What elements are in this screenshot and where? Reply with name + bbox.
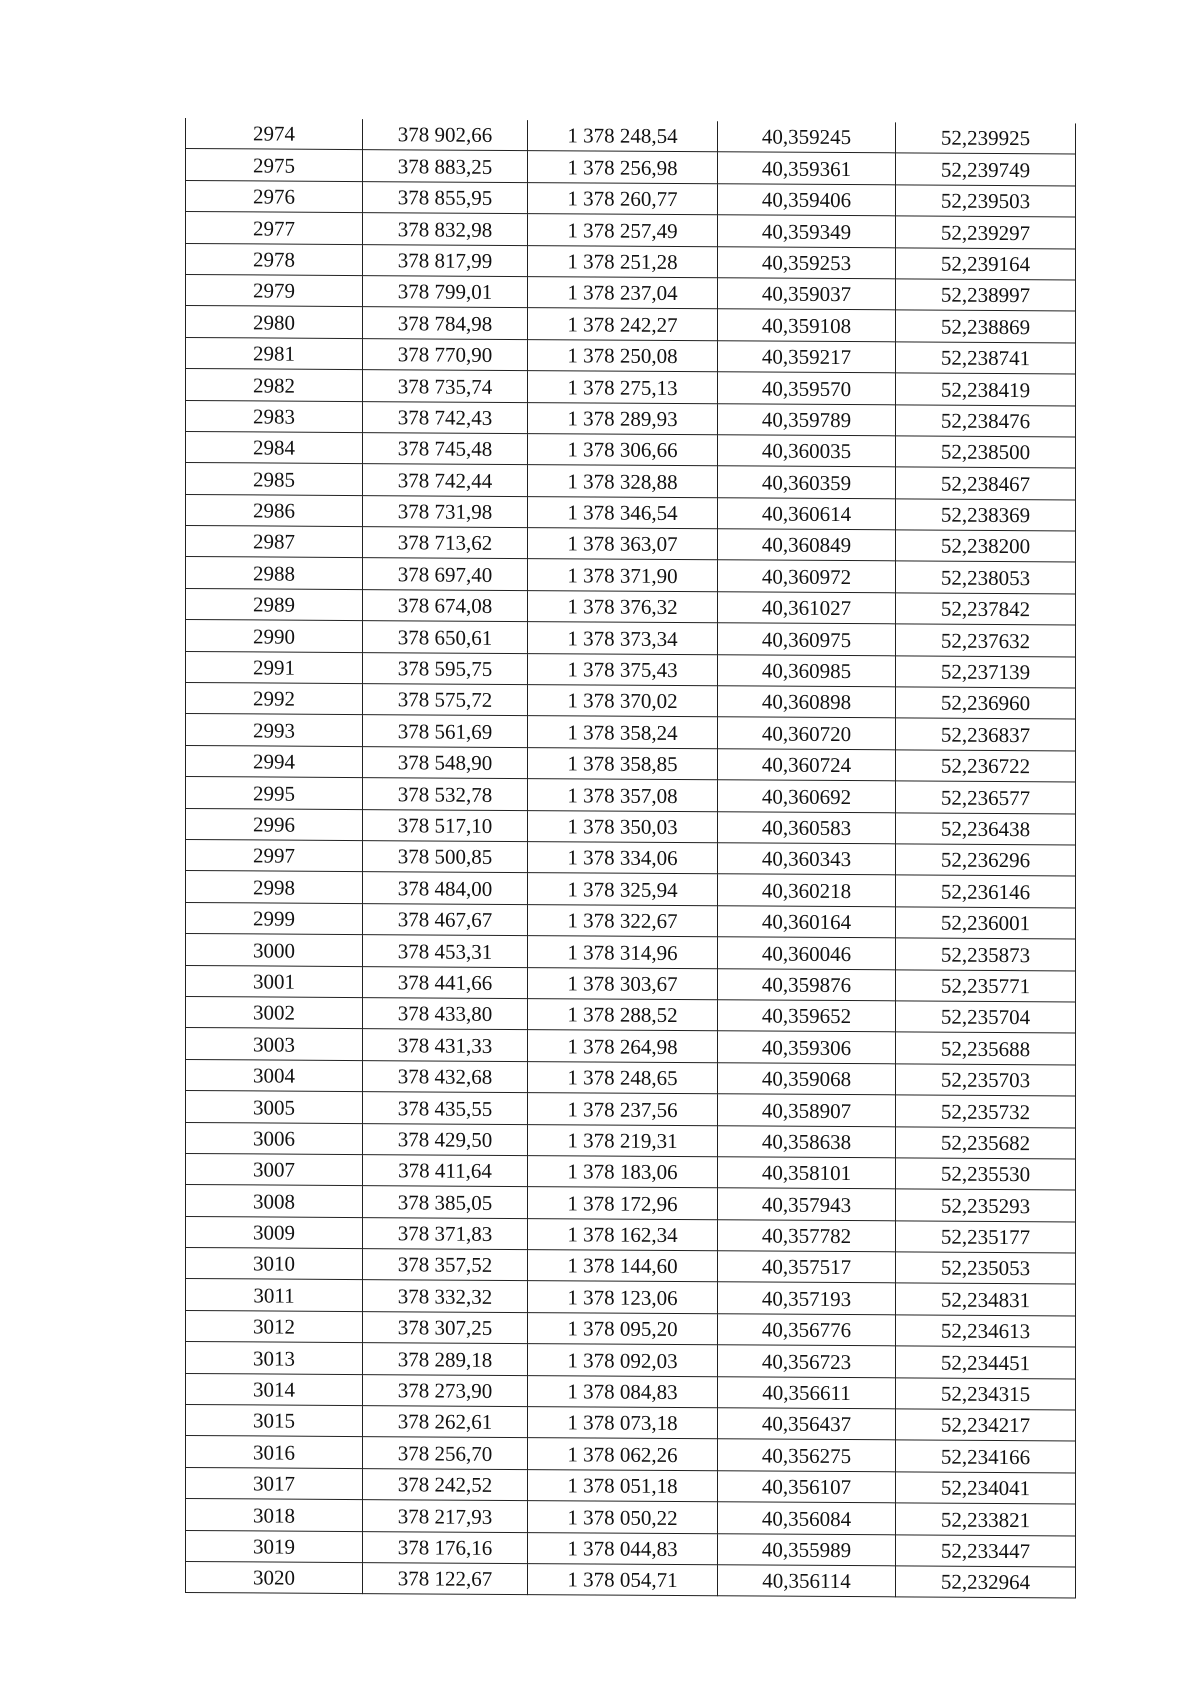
latitude-cell: 40,361027 bbox=[718, 592, 896, 624]
latitude-cell: 40,359789 bbox=[718, 403, 896, 435]
latitude-cell: 40,359361 bbox=[718, 152, 896, 184]
y-coordinate-cell: 1 378 375,43 bbox=[528, 653, 718, 686]
point-number-cell: 2977 bbox=[186, 212, 363, 244]
longitude-cell: 52,237842 bbox=[896, 593, 1076, 625]
latitude-cell: 40,359245 bbox=[718, 121, 896, 153]
longitude-cell: 52,233821 bbox=[896, 1503, 1076, 1535]
point-number-cell: 2992 bbox=[186, 683, 363, 715]
point-number-cell: 3013 bbox=[186, 1342, 363, 1374]
y-coordinate-cell: 1 378 054,71 bbox=[528, 1564, 718, 1597]
point-number-cell: 2990 bbox=[186, 620, 363, 652]
x-coordinate-cell: 378 122,67 bbox=[363, 1563, 528, 1595]
latitude-cell: 40,360343 bbox=[718, 843, 896, 875]
y-coordinate-cell: 1 378 334,06 bbox=[528, 842, 718, 875]
latitude-cell: 40,358101 bbox=[718, 1157, 896, 1189]
longitude-cell: 52,238997 bbox=[896, 279, 1076, 311]
x-coordinate-cell: 378 561,69 bbox=[363, 715, 528, 747]
x-coordinate-cell: 378 817,99 bbox=[363, 244, 528, 276]
x-coordinate-cell: 378 799,01 bbox=[363, 276, 528, 308]
latitude-cell: 40,356107 bbox=[718, 1471, 896, 1503]
y-coordinate-cell: 1 378 095,20 bbox=[528, 1312, 718, 1345]
x-coordinate-cell: 378 432,68 bbox=[363, 1060, 528, 1092]
y-coordinate-cell: 1 378 346,54 bbox=[528, 496, 718, 529]
point-number-cell: 2980 bbox=[186, 306, 363, 338]
longitude-cell: 52,236146 bbox=[896, 875, 1076, 907]
latitude-cell: 40,356723 bbox=[718, 1345, 896, 1377]
point-number-cell: 3000 bbox=[186, 934, 363, 966]
latitude-cell: 40,359108 bbox=[718, 309, 896, 341]
longitude-cell: 52,234041 bbox=[896, 1472, 1076, 1504]
latitude-cell: 40,360046 bbox=[718, 937, 896, 969]
latitude-cell: 40,357943 bbox=[718, 1188, 896, 1220]
y-coordinate-cell: 1 378 242,27 bbox=[528, 308, 718, 341]
latitude-cell: 40,359068 bbox=[718, 1062, 896, 1094]
y-coordinate-cell: 1 378 328,88 bbox=[528, 465, 718, 498]
point-number-cell: 3016 bbox=[186, 1436, 363, 1468]
y-coordinate-cell: 1 378 306,66 bbox=[528, 433, 718, 466]
y-coordinate-cell: 1 378 219,31 bbox=[528, 1124, 718, 1157]
point-number-cell: 3014 bbox=[186, 1373, 363, 1405]
latitude-cell: 40,359306 bbox=[718, 1031, 896, 1063]
x-coordinate-cell: 378 745,48 bbox=[363, 432, 528, 464]
y-coordinate-cell: 1 378 183,06 bbox=[528, 1155, 718, 1188]
latitude-cell: 40,356776 bbox=[718, 1314, 896, 1346]
longitude-cell: 52,238053 bbox=[896, 561, 1076, 593]
longitude-cell: 52,234315 bbox=[896, 1377, 1076, 1409]
point-number-cell: 3005 bbox=[186, 1091, 363, 1123]
point-number-cell: 3012 bbox=[186, 1310, 363, 1342]
latitude-cell: 40,360583 bbox=[718, 811, 896, 843]
y-coordinate-cell: 1 378 123,06 bbox=[528, 1281, 718, 1314]
point-number-cell: 2991 bbox=[186, 651, 363, 683]
latitude-cell: 40,360218 bbox=[718, 874, 896, 906]
x-coordinate-cell: 378 453,31 bbox=[363, 935, 528, 967]
longitude-cell: 52,237139 bbox=[896, 655, 1076, 687]
x-coordinate-cell: 378 435,55 bbox=[363, 1092, 528, 1124]
x-coordinate-cell: 378 411,64 bbox=[363, 1154, 528, 1186]
longitude-cell: 52,235530 bbox=[896, 1158, 1076, 1190]
latitude-cell: 40,359217 bbox=[718, 340, 896, 372]
point-number-cell: 2974 bbox=[186, 118, 363, 150]
latitude-cell: 40,360972 bbox=[718, 560, 896, 592]
longitude-cell: 52,238467 bbox=[896, 467, 1076, 499]
point-number-cell: 3009 bbox=[186, 1216, 363, 1248]
latitude-cell: 40,360164 bbox=[718, 906, 896, 938]
coordinates-table bbox=[185, 118, 1076, 1599]
longitude-cell: 52,236837 bbox=[896, 718, 1076, 750]
x-coordinate-cell: 378 273,90 bbox=[363, 1374, 528, 1406]
x-coordinate-cell: 378 371,83 bbox=[363, 1217, 528, 1249]
y-coordinate-cell: 1 378 314,96 bbox=[528, 936, 718, 969]
y-coordinate-cell: 1 378 363,07 bbox=[528, 528, 718, 561]
x-coordinate-cell: 378 517,10 bbox=[363, 809, 528, 841]
latitude-cell: 40,360035 bbox=[718, 435, 896, 467]
x-coordinate-cell: 378 742,43 bbox=[363, 401, 528, 433]
longitude-cell: 52,235704 bbox=[896, 1001, 1076, 1033]
point-number-cell: 2994 bbox=[186, 745, 363, 777]
y-coordinate-cell: 1 378 371,90 bbox=[528, 559, 718, 592]
y-coordinate-cell: 1 378 376,32 bbox=[528, 590, 718, 623]
longitude-cell: 52,238369 bbox=[896, 499, 1076, 531]
x-coordinate-cell: 378 735,74 bbox=[363, 370, 528, 402]
y-coordinate-cell: 1 378 257,49 bbox=[528, 214, 718, 247]
longitude-cell: 52,238419 bbox=[896, 373, 1076, 405]
longitude-cell: 52,235682 bbox=[896, 1126, 1076, 1158]
y-coordinate-cell: 1 378 288,52 bbox=[528, 999, 718, 1032]
longitude-cell: 52,235771 bbox=[896, 969, 1076, 1001]
point-number-cell: 2988 bbox=[186, 557, 363, 589]
latitude-cell: 40,356275 bbox=[718, 1439, 896, 1471]
longitude-cell: 52,239164 bbox=[896, 247, 1076, 279]
point-number-cell: 2986 bbox=[186, 494, 363, 526]
point-number-cell: 3002 bbox=[186, 996, 363, 1028]
coordinates-table-body bbox=[186, 118, 1076, 1598]
y-coordinate-cell: 1 378 370,02 bbox=[528, 685, 718, 718]
point-number-cell: 2982 bbox=[186, 369, 363, 401]
longitude-cell: 52,239503 bbox=[896, 185, 1076, 217]
latitude-cell: 40,356437 bbox=[718, 1408, 896, 1440]
latitude-cell: 40,356611 bbox=[718, 1376, 896, 1408]
longitude-cell: 52,234217 bbox=[896, 1409, 1076, 1441]
x-coordinate-cell: 378 431,33 bbox=[363, 1029, 528, 1061]
point-number-cell: 3020 bbox=[186, 1561, 363, 1593]
longitude-cell: 52,238869 bbox=[896, 310, 1076, 342]
point-number-cell: 3015 bbox=[186, 1405, 363, 1437]
longitude-cell: 52,235688 bbox=[896, 1032, 1076, 1064]
point-number-cell: 3011 bbox=[186, 1279, 363, 1311]
longitude-cell: 52,238476 bbox=[896, 404, 1076, 436]
y-coordinate-cell: 1 378 062,26 bbox=[528, 1438, 718, 1471]
latitude-cell: 40,360359 bbox=[718, 466, 896, 498]
y-coordinate-cell: 1 378 260,77 bbox=[528, 182, 718, 215]
point-number-cell: 2997 bbox=[186, 839, 363, 871]
x-coordinate-cell: 378 242,52 bbox=[363, 1468, 528, 1500]
latitude-cell: 40,360849 bbox=[718, 529, 896, 561]
x-coordinate-cell: 378 256,70 bbox=[363, 1437, 528, 1469]
y-coordinate-cell: 1 378 289,93 bbox=[528, 402, 718, 435]
x-coordinate-cell: 378 742,44 bbox=[363, 464, 528, 496]
y-coordinate-cell: 1 378 248,65 bbox=[528, 1061, 718, 1094]
y-coordinate-cell: 1 378 358,85 bbox=[528, 747, 718, 780]
latitude-cell: 40,359570 bbox=[718, 372, 896, 404]
y-coordinate-cell: 1 378 248,54 bbox=[528, 120, 718, 152]
latitude-cell: 40,359652 bbox=[718, 1000, 896, 1032]
x-coordinate-cell: 378 289,18 bbox=[363, 1343, 528, 1375]
y-coordinate-cell: 1 378 350,03 bbox=[528, 810, 718, 843]
longitude-cell: 52,239925 bbox=[896, 122, 1076, 154]
y-coordinate-cell: 1 378 092,03 bbox=[528, 1344, 718, 1377]
x-coordinate-cell: 378 385,05 bbox=[363, 1186, 528, 1218]
x-coordinate-cell: 378 176,16 bbox=[363, 1531, 528, 1563]
longitude-cell: 52,234613 bbox=[896, 1315, 1076, 1347]
x-coordinate-cell: 378 902,66 bbox=[363, 119, 528, 151]
latitude-cell: 40,359253 bbox=[718, 246, 896, 278]
point-number-cell: 2976 bbox=[186, 180, 363, 212]
point-number-cell: 2978 bbox=[186, 243, 363, 275]
x-coordinate-cell: 378 650,61 bbox=[363, 621, 528, 653]
longitude-cell: 52,236438 bbox=[896, 812, 1076, 844]
latitude-cell: 40,358907 bbox=[718, 1094, 896, 1126]
x-coordinate-cell: 378 433,80 bbox=[363, 998, 528, 1030]
point-number-cell: 2983 bbox=[186, 400, 363, 432]
point-number-cell: 2995 bbox=[186, 777, 363, 809]
point-number-cell: 3019 bbox=[186, 1530, 363, 1562]
longitude-cell: 52,235293 bbox=[896, 1189, 1076, 1221]
longitude-cell: 52,235053 bbox=[896, 1252, 1076, 1284]
x-coordinate-cell: 378 548,90 bbox=[363, 746, 528, 778]
x-coordinate-cell: 378 217,93 bbox=[363, 1500, 528, 1532]
y-coordinate-cell: 1 378 357,08 bbox=[528, 779, 718, 812]
latitude-cell: 40,355989 bbox=[718, 1533, 896, 1565]
longitude-cell: 52,238500 bbox=[896, 436, 1076, 468]
longitude-cell: 52,234166 bbox=[896, 1440, 1076, 1472]
latitude-cell: 40,358638 bbox=[718, 1125, 896, 1157]
latitude-cell: 40,360724 bbox=[718, 749, 896, 781]
y-coordinate-cell: 1 378 084,83 bbox=[528, 1375, 718, 1408]
x-coordinate-cell: 378 332,32 bbox=[363, 1280, 528, 1312]
longitude-cell: 52,239749 bbox=[896, 153, 1076, 185]
y-coordinate-cell: 1 378 256,98 bbox=[528, 151, 718, 184]
longitude-cell: 52,235732 bbox=[896, 1095, 1076, 1127]
y-coordinate-cell: 1 378 264,98 bbox=[528, 1030, 718, 1063]
longitude-cell: 52,234451 bbox=[896, 1346, 1076, 1378]
latitude-cell: 40,360975 bbox=[718, 623, 896, 655]
y-coordinate-cell: 1 378 322,67 bbox=[528, 904, 718, 937]
point-number-cell: 2996 bbox=[186, 808, 363, 840]
longitude-cell: 52,235873 bbox=[896, 938, 1076, 970]
latitude-cell: 40,360614 bbox=[718, 497, 896, 529]
longitude-cell: 52,238200 bbox=[896, 530, 1076, 562]
longitude-cell: 52,233447 bbox=[896, 1534, 1076, 1566]
y-coordinate-cell: 1 378 303,67 bbox=[528, 967, 718, 1000]
x-coordinate-cell: 378 484,00 bbox=[363, 872, 528, 904]
latitude-cell: 40,360898 bbox=[718, 686, 896, 718]
x-coordinate-cell: 378 674,08 bbox=[363, 589, 528, 621]
x-coordinate-cell: 378 832,98 bbox=[363, 213, 528, 245]
longitude-cell: 52,236001 bbox=[896, 907, 1076, 939]
longitude-cell: 52,239297 bbox=[896, 216, 1076, 248]
x-coordinate-cell: 378 575,72 bbox=[363, 684, 528, 716]
y-coordinate-cell: 1 378 251,28 bbox=[528, 245, 718, 278]
latitude-cell: 40,356114 bbox=[718, 1565, 896, 1597]
point-number-cell: 3004 bbox=[186, 1059, 363, 1091]
longitude-cell: 52,235703 bbox=[896, 1064, 1076, 1096]
y-coordinate-cell: 1 378 172,96 bbox=[528, 1187, 718, 1220]
x-coordinate-cell: 378 731,98 bbox=[363, 495, 528, 527]
point-number-cell: 3003 bbox=[186, 1028, 363, 1060]
x-coordinate-cell: 378 357,52 bbox=[363, 1249, 528, 1281]
point-number-cell: 2987 bbox=[186, 526, 363, 558]
latitude-cell: 40,359349 bbox=[718, 215, 896, 247]
y-coordinate-cell: 1 378 237,04 bbox=[528, 277, 718, 310]
x-coordinate-cell: 378 307,25 bbox=[363, 1311, 528, 1343]
longitude-cell: 52,236296 bbox=[896, 844, 1076, 876]
x-coordinate-cell: 378 500,85 bbox=[363, 841, 528, 873]
latitude-cell: 40,357193 bbox=[718, 1282, 896, 1314]
point-number-cell: 3018 bbox=[186, 1499, 363, 1531]
point-number-cell: 2984 bbox=[186, 431, 363, 463]
longitude-cell: 52,232964 bbox=[896, 1566, 1076, 1598]
point-number-cell: 2998 bbox=[186, 871, 363, 903]
point-number-cell: 2981 bbox=[186, 337, 363, 369]
y-coordinate-cell: 1 378 325,94 bbox=[528, 873, 718, 906]
x-coordinate-cell: 378 855,95 bbox=[363, 181, 528, 213]
y-coordinate-cell: 1 378 073,18 bbox=[528, 1407, 718, 1440]
point-number-cell: 3010 bbox=[186, 1248, 363, 1280]
y-coordinate-cell: 1 378 051,18 bbox=[528, 1469, 718, 1502]
point-number-cell: 2975 bbox=[186, 149, 363, 181]
x-coordinate-cell: 378 770,90 bbox=[363, 338, 528, 370]
point-number-cell: 3006 bbox=[186, 1122, 363, 1154]
latitude-cell: 40,360985 bbox=[718, 654, 896, 686]
point-number-cell: 2985 bbox=[186, 463, 363, 495]
x-coordinate-cell: 378 467,67 bbox=[363, 903, 528, 935]
longitude-cell: 52,236960 bbox=[896, 687, 1076, 719]
point-number-cell: 3008 bbox=[186, 1185, 363, 1217]
longitude-cell: 52,234831 bbox=[896, 1283, 1076, 1315]
point-number-cell: 2999 bbox=[186, 902, 363, 934]
latitude-cell: 40,357517 bbox=[718, 1251, 896, 1283]
x-coordinate-cell: 378 784,98 bbox=[363, 307, 528, 339]
y-coordinate-cell: 1 378 050,22 bbox=[528, 1501, 718, 1534]
point-number-cell: 2993 bbox=[186, 714, 363, 746]
y-coordinate-cell: 1 378 162,34 bbox=[528, 1218, 718, 1251]
point-number-cell: 2989 bbox=[186, 588, 363, 620]
latitude-cell: 40,359037 bbox=[718, 278, 896, 310]
latitude-cell: 40,360720 bbox=[718, 717, 896, 749]
x-coordinate-cell: 378 713,62 bbox=[363, 527, 528, 559]
x-coordinate-cell: 378 883,25 bbox=[363, 150, 528, 182]
y-coordinate-cell: 1 378 250,08 bbox=[528, 339, 718, 372]
longitude-cell: 52,236577 bbox=[896, 781, 1076, 813]
latitude-cell: 40,359876 bbox=[718, 968, 896, 1000]
point-number-cell: 2979 bbox=[186, 274, 363, 306]
longitude-cell: 52,235177 bbox=[896, 1221, 1076, 1253]
x-coordinate-cell: 378 441,66 bbox=[363, 966, 528, 998]
point-number-cell: 3001 bbox=[186, 965, 363, 997]
y-coordinate-cell: 1 378 044,83 bbox=[528, 1532, 718, 1565]
point-number-cell: 3017 bbox=[186, 1467, 363, 1499]
x-coordinate-cell: 378 429,50 bbox=[363, 1123, 528, 1155]
longitude-cell: 52,238741 bbox=[896, 342, 1076, 374]
latitude-cell: 40,360692 bbox=[718, 780, 896, 812]
latitude-cell: 40,356084 bbox=[718, 1502, 896, 1534]
longitude-cell: 52,236722 bbox=[896, 750, 1076, 782]
y-coordinate-cell: 1 378 275,13 bbox=[528, 371, 718, 404]
y-coordinate-cell: 1 378 144,60 bbox=[528, 1250, 718, 1283]
y-coordinate-cell: 1 378 358,24 bbox=[528, 716, 718, 749]
latitude-cell: 40,359406 bbox=[718, 184, 896, 216]
x-coordinate-cell: 378 262,61 bbox=[363, 1406, 528, 1438]
y-coordinate-cell: 1 378 237,56 bbox=[528, 1093, 718, 1126]
longitude-cell: 52,237632 bbox=[896, 624, 1076, 656]
table-row bbox=[186, 1561, 1076, 1598]
latitude-cell: 40,357782 bbox=[718, 1219, 896, 1251]
x-coordinate-cell: 378 595,75 bbox=[363, 652, 528, 684]
point-number-cell: 3007 bbox=[186, 1153, 363, 1185]
x-coordinate-cell: 378 697,40 bbox=[363, 558, 528, 590]
x-coordinate-cell: 378 532,78 bbox=[363, 778, 528, 810]
y-coordinate-cell: 1 378 373,34 bbox=[528, 622, 718, 655]
